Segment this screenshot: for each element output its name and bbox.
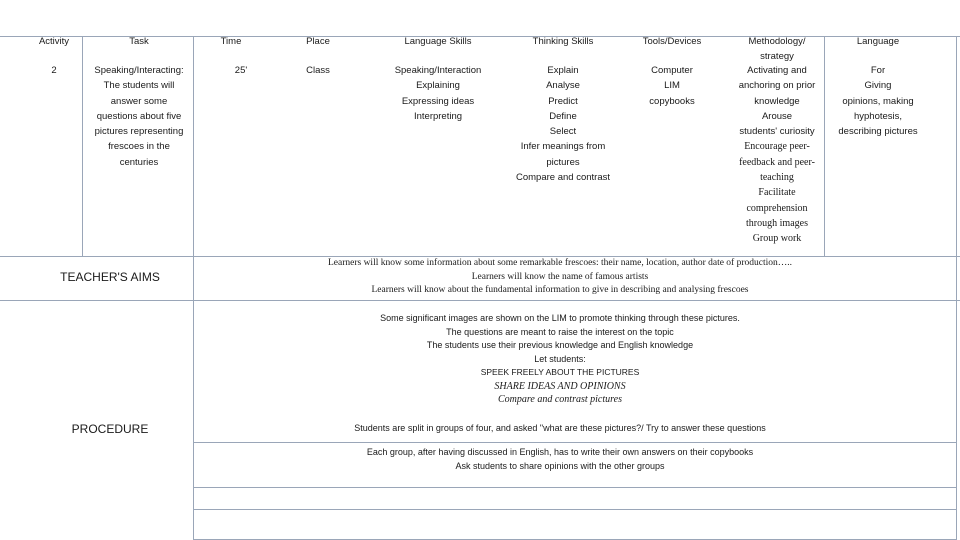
time-value: 25'	[234, 65, 248, 76]
activity-number: 2	[51, 65, 57, 76]
thinking-skills-list: Explain Analyse Predict Define Select Infer meanings from pictures Compare and contrast	[516, 65, 610, 184]
table-right-border	[956, 36, 957, 540]
procedure-block-3	[196, 446, 924, 473]
header-activity: Activity	[38, 36, 70, 47]
procedure-block-1	[196, 312, 924, 407]
header-time: Time	[220, 36, 242, 47]
place-value: Class	[306, 65, 330, 76]
procedure-line: Let students:	[534, 353, 586, 364]
procedure-line-italic: Compare and contrast pictures	[498, 394, 622, 405]
tools-devices-list: Computer LIM copybooks	[649, 65, 695, 107]
procedure-line: Ask students to share opinions with the other groups	[455, 460, 665, 471]
teachers-aims-line: Learners will know about the fundamental information to give in describing and analysing frescoes	[371, 285, 749, 295]
row-divider	[0, 300, 960, 301]
procedure-line: Some significant images are shown on the LIM to promote thinking through these pictures.	[380, 313, 740, 323]
language-functions: For Giving opinions, making hyphotesis, describing pictures	[838, 65, 918, 138]
procedure-line: The questions are meant to raise the interest on the topic	[446, 326, 674, 337]
methodology-list	[725, 63, 829, 247]
header-place: Place	[306, 36, 330, 47]
row-divider	[193, 509, 956, 510]
header-thinking-skills: Thinking Skills	[532, 36, 594, 47]
header-language: Language	[856, 36, 900, 47]
methodology-list-serif: Encourage peer- feedback and peer- teaching Facilitate comprehension through images Group work	[739, 141, 815, 245]
procedure-block-2: Students are split in groups of four, and asked "what are these pictures?/ Try to answer these questions	[354, 423, 766, 433]
language-skills-list: Speaking/Interaction Explaining Expressing ideas Interpreting	[394, 65, 482, 122]
teachers-aims-line: Learners will know some information about some remarkable frescoes: their name, location, author date of production…..	[327, 258, 793, 268]
teachers-aims-label: TEACHER'S AIMS	[60, 270, 160, 284]
teachers-aims-line: Learners will know the name of famous artists	[471, 271, 649, 282]
row-divider	[193, 487, 956, 488]
teachers-aims-text	[196, 257, 924, 298]
row-divider	[193, 442, 956, 443]
header-language-skills: Language Skills	[404, 36, 472, 47]
header-methodology: Methodology/ strategy	[748, 36, 806, 63]
procedure-line: SPEEK FREELY ABOUT THE PICTURES	[480, 367, 640, 377]
header-tools-devices: Tools/Devices	[642, 36, 702, 47]
procedure-line: Each group, after having discussed in English, has to write their own answers on their copybooks	[366, 447, 754, 457]
procedure-label: PROCEDURE	[71, 422, 149, 436]
procedure-line-italic: SHARE IDEAS AND OPINIONS	[494, 380, 626, 392]
header-task: Task	[129, 36, 149, 47]
methodology-list-sans: Activating and anchoring on prior knowledge Arouse students' curiosity	[738, 65, 816, 138]
task-description: Speaking/Interacting: The students will answer some questions about five pictures representing frescoes in the centuries	[94, 65, 184, 168]
procedure-line: The students use their previous knowledge and English knowledge	[426, 340, 694, 350]
